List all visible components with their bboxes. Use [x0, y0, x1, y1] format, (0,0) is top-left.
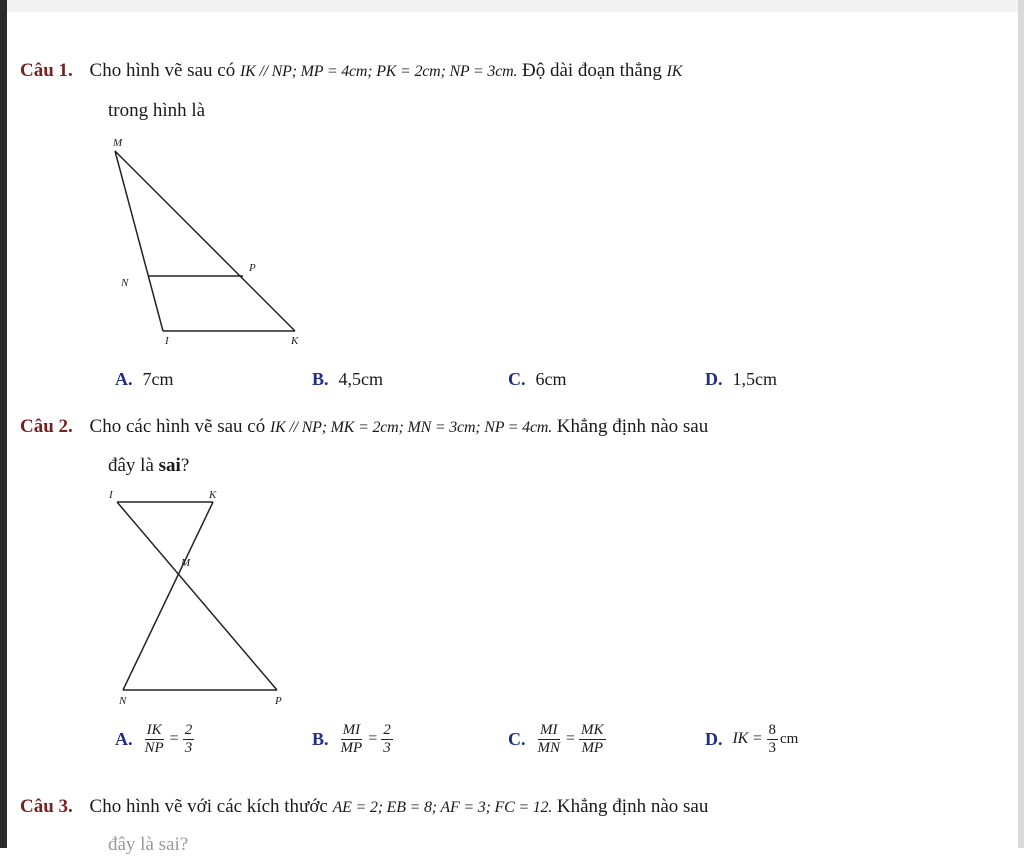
- q1-option-b[interactable]: B. 4,5cm: [312, 369, 384, 389]
- q3-line1: [20, 796, 708, 818]
- q3-text-after: Khẳng định nào sau: [556, 796, 709, 817]
- q1-line2: trong hình là: [108, 100, 206, 121]
- q2-option-a[interactable]: A. $\frac{IK}{NP}$ = $\frac{2}{3}$: [115, 722, 193, 756]
- q1-label-I: I: [165, 335, 169, 347]
- q2-label-I: I: [109, 489, 113, 501]
- q2-label-P: P: [275, 695, 282, 707]
- q1-option-c[interactable]: C. 6cm: [508, 369, 567, 389]
- q1-option-d[interactable]: D. 1,5cm: [705, 369, 777, 389]
- q2-given: IK // NP; MK = 2cm; MN = 3cm; NP = 4cm.: [270, 419, 553, 436]
- q2-segment-IP: [117, 502, 277, 690]
- top-strip: [7, 0, 1018, 12]
- q1-label: Câu 1.: [20, 60, 73, 81]
- q2-label-M: M: [181, 557, 191, 569]
- q2-option-c[interactable]: C. $\frac{MI}{MN}$ = $\frac{MK}{MP}$: [508, 722, 604, 756]
- q2-line1: [20, 416, 708, 438]
- q2-label-N: N: [119, 695, 127, 707]
- q2-line2: đây là sai?: [108, 455, 190, 476]
- q2-text-after: Khẳng định nào sau: [556, 416, 709, 437]
- q3-text-before: Cho hình vẽ với các kích thước: [89, 796, 328, 817]
- q2-figure: [105, 488, 295, 710]
- q1-text-before: Cho hình vẽ sau có: [89, 60, 236, 81]
- q1-segment-MK: [115, 151, 295, 331]
- right-edge-bar: [1018, 0, 1024, 848]
- q1-segment-MI: [115, 151, 163, 331]
- q2-text-before: Cho các hình vẽ sau có: [89, 416, 266, 437]
- q1-label-P: P: [249, 262, 256, 274]
- q2-option-b[interactable]: B. $\frac{MI}{MP}$ = $\frac{2}{3}$: [312, 722, 391, 756]
- q3-label: Câu 3.: [20, 796, 73, 817]
- q2-segment-KN: [123, 502, 213, 690]
- q1-target: IK: [666, 63, 683, 80]
- q3-line2: đây là sai?: [108, 834, 189, 855]
- q1-line1: [20, 60, 682, 82]
- q3-given: AE = 2; EB = 8; AF = 3; FC = 12.: [332, 799, 553, 816]
- q1-option-a[interactable]: A. 7cm: [115, 369, 174, 389]
- q1-text-after: Độ dài đoạn thẳng: [522, 60, 662, 81]
- q1-figure: [105, 136, 315, 351]
- q2-label: Câu 2.: [20, 416, 73, 437]
- q1-given: IK // NP; MP = 4cm; PK = 2cm; NP = 3cm.: [239, 63, 518, 80]
- q1-label-N: N: [121, 277, 129, 289]
- q2-label-K: K: [209, 489, 217, 501]
- q1-label-K: K: [291, 335, 299, 347]
- q2-option-d[interactable]: D. IK = $\frac{8}{3}$ cm: [705, 722, 799, 756]
- q1-label-M: M: [113, 137, 123, 149]
- left-edge-bar: [0, 0, 7, 848]
- q2-keyword-sai: sai: [158, 455, 181, 476]
